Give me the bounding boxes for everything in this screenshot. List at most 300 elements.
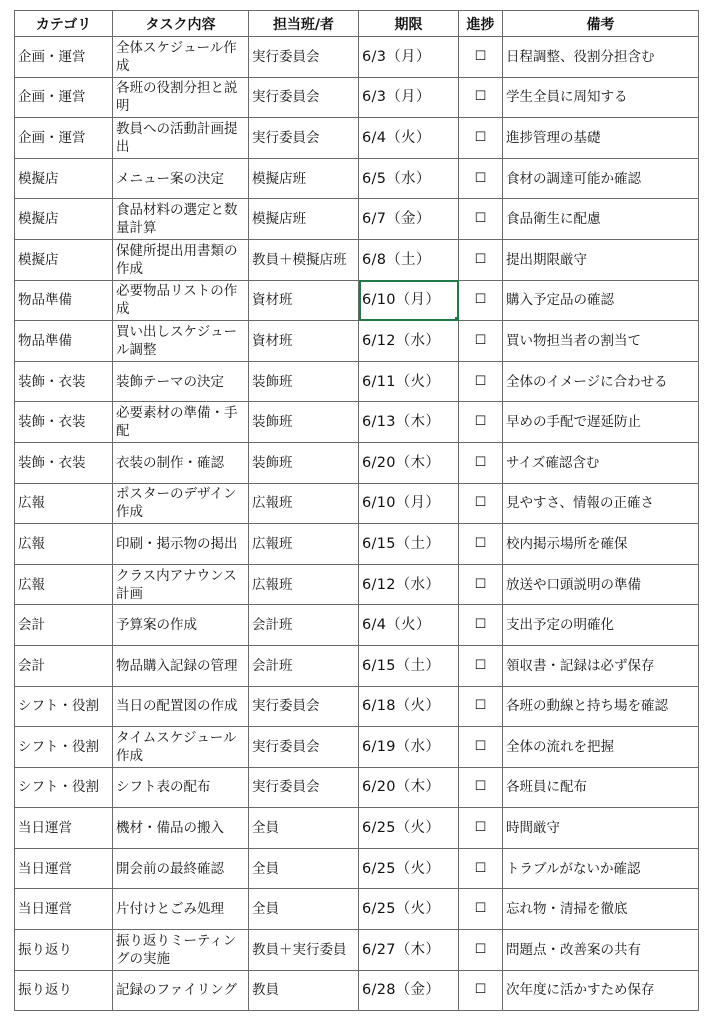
cell-notes[interactable] <box>503 767 699 808</box>
header-category[interactable]: カテゴリ <box>15 11 113 37</box>
cell-text: 6/10（月） <box>362 495 441 512</box>
cell-category[interactable] <box>15 37 113 78</box>
cell-text: 印刷・掲示物の掲出 <box>116 535 238 552</box>
cell-task[interactable] <box>113 930 249 971</box>
cell-text: 忘れ物・清掃を徹底 <box>506 901 628 918</box>
cell-progress[interactable] <box>459 889 503 930</box>
checkbox-icon[interactable]: ☐ <box>474 617 487 633</box>
cell-deadline[interactable] <box>359 727 459 768</box>
cell-text: 衣装の制作・確認 <box>116 454 224 471</box>
checkbox-icon[interactable]: ☐ <box>474 414 487 430</box>
cell-notes[interactable] <box>503 524 699 565</box>
cell-text: 装飾班 <box>252 414 293 431</box>
cell-assignee[interactable] <box>249 239 359 280</box>
cell-assignee[interactable] <box>249 808 359 849</box>
cell-task[interactable] <box>113 808 249 849</box>
cell-assignee[interactable] <box>249 524 359 565</box>
cell-text: 広報班 <box>252 576 293 593</box>
cell-category[interactable] <box>15 686 113 727</box>
table-row <box>15 118 699 159</box>
cell-text: 全員 <box>252 820 279 837</box>
cell-task[interactable] <box>113 970 249 1011</box>
cell-notes[interactable] <box>503 889 699 930</box>
cell-progress[interactable] <box>459 767 503 808</box>
table-body <box>15 37 699 1011</box>
cell-progress[interactable] <box>459 361 503 402</box>
cell-text: 模擬店班 <box>252 170 306 187</box>
cell-assignee[interactable] <box>249 442 359 483</box>
checkbox-icon[interactable]: ☐ <box>474 901 487 917</box>
cell-text: 教員＋実行委員 <box>252 941 347 958</box>
cell-text: 全員 <box>252 901 279 918</box>
cell-category[interactable] <box>15 158 113 199</box>
cell-assignee[interactable] <box>249 848 359 889</box>
cell-category[interactable] <box>15 361 113 402</box>
table-row <box>15 848 699 889</box>
cell-text: 進捗管理の基礎 <box>506 129 601 146</box>
cell-text: 実行委員会 <box>252 48 320 65</box>
checkbox-icon[interactable]: ☐ <box>474 576 487 592</box>
cell-text: 学生全員に周知する <box>506 89 628 106</box>
cell-progress[interactable] <box>459 321 503 362</box>
cell-deadline[interactable] <box>359 321 459 362</box>
cell-text: シフト・役割 <box>18 738 99 755</box>
cell-notes[interactable] <box>503 442 699 483</box>
cell-category[interactable] <box>15 930 113 971</box>
cell-deadline[interactable] <box>359 361 459 402</box>
cell-category[interactable] <box>15 848 113 889</box>
cell-text: 振り返り <box>18 941 72 958</box>
cell-task[interactable] <box>113 686 249 727</box>
cell-progress[interactable] <box>459 564 503 605</box>
cell-notes[interactable] <box>503 483 699 524</box>
cell-text: タイムスケジュール作成 <box>116 729 237 764</box>
cell-text: 装飾班 <box>252 454 293 471</box>
checkbox-icon[interactable]: ☐ <box>474 698 487 714</box>
table-row <box>15 158 699 199</box>
cell-notes[interactable] <box>503 848 699 889</box>
table-row <box>15 930 699 971</box>
cell-assignee[interactable] <box>249 686 359 727</box>
cell-text: 6/20（木） <box>362 454 441 471</box>
cell-task[interactable] <box>113 37 249 78</box>
cell-text: 広報班 <box>252 495 293 512</box>
cell-text: メニュー案の決定 <box>116 170 224 187</box>
cell-progress[interactable] <box>459 239 503 280</box>
cell-notes[interactable] <box>503 77 699 118</box>
cell-assignee[interactable] <box>249 645 359 686</box>
cell-text: 全員 <box>252 860 279 877</box>
cell-text: 日程調整、役割分担含む <box>506 48 655 65</box>
cell-text: 実行委員会 <box>252 89 320 106</box>
cell-text: 6/4（火） <box>362 617 431 634</box>
cell-notes[interactable] <box>503 970 699 1011</box>
cell-assignee[interactable] <box>249 930 359 971</box>
cell-progress[interactable] <box>459 848 503 889</box>
cell-task[interactable] <box>113 361 249 402</box>
cell-category[interactable] <box>15 199 113 240</box>
checkbox-icon[interactable]: ☐ <box>474 48 487 64</box>
cell-task[interactable] <box>113 727 249 768</box>
cell-assignee[interactable] <box>249 158 359 199</box>
table-row <box>15 645 699 686</box>
table-row <box>15 970 699 1011</box>
cell-category[interactable] <box>15 118 113 159</box>
table-row <box>15 77 699 118</box>
cell-progress[interactable] <box>459 686 503 727</box>
cell-text: 広報 <box>18 535 45 552</box>
cell-text: 装飾・衣装 <box>18 454 86 471</box>
cell-text: 6/19（水） <box>362 738 441 755</box>
cell-progress[interactable] <box>459 199 503 240</box>
cell-text: 食品材料の選定と数量計算 <box>116 202 238 237</box>
cell-text: 実行委員会 <box>252 129 320 146</box>
cell-text: 広報 <box>18 576 45 593</box>
cell-category[interactable] <box>15 645 113 686</box>
cell-text: 教員への活動計画提出 <box>116 120 238 155</box>
cell-progress[interactable] <box>459 77 503 118</box>
header-notes[interactable]: 備考 <box>503 11 699 37</box>
cell-notes[interactable] <box>503 118 699 159</box>
checkbox-icon[interactable]: ☐ <box>474 170 487 186</box>
cell-progress[interactable] <box>459 808 503 849</box>
fill-handle[interactable] <box>455 317 459 321</box>
cell-category[interactable] <box>15 483 113 524</box>
cell-text: 企画・運営 <box>18 48 86 65</box>
cell-assignee[interactable] <box>249 970 359 1011</box>
cell-task[interactable] <box>113 77 249 118</box>
cell-deadline[interactable] <box>359 158 459 199</box>
cell-deadline[interactable] <box>359 848 459 889</box>
cell-text: 時間厳守 <box>506 820 560 837</box>
cell-task[interactable] <box>113 199 249 240</box>
cell-text: 各班の動線と持ち場を確認 <box>506 698 668 715</box>
cell-text: 予算案の作成 <box>116 617 197 634</box>
cell-progress[interactable] <box>459 645 503 686</box>
header-progress[interactable]: 進捗 <box>459 11 503 37</box>
table-row <box>15 442 699 483</box>
cell-notes[interactable] <box>503 808 699 849</box>
header-row <box>15 11 699 37</box>
cell-deadline[interactable] <box>359 808 459 849</box>
cell-text: 校内掲示場所を確保 <box>506 535 628 552</box>
table-row <box>15 686 699 727</box>
cell-deadline[interactable] <box>359 442 459 483</box>
cell-text: 6/27（木） <box>362 941 441 958</box>
cell-deadline[interactable] <box>359 524 459 565</box>
task-sheet <box>14 10 698 1011</box>
cell-text: 6/7（金） <box>362 211 431 228</box>
cell-text: トラブルがないか確認 <box>506 860 641 877</box>
checkbox-icon[interactable]: ☐ <box>474 251 487 267</box>
cell-text: 模擬店 <box>18 170 59 187</box>
checkbox-icon[interactable]: ☐ <box>474 982 487 998</box>
cell-notes[interactable] <box>503 239 699 280</box>
cell-text: 模擬店班 <box>252 211 306 228</box>
cell-assignee[interactable] <box>249 77 359 118</box>
cell-progress[interactable] <box>459 158 503 199</box>
cell-text: 6/5（水） <box>362 170 431 187</box>
cell-notes[interactable] <box>503 564 699 605</box>
cell-text: 機材・備品の搬入 <box>116 820 224 837</box>
cell-text: 装飾・衣装 <box>18 414 86 431</box>
cell-deadline[interactable] <box>359 564 459 605</box>
cell-assignee[interactable] <box>249 37 359 78</box>
cell-text: 6/28（金） <box>362 982 441 999</box>
cell-category[interactable] <box>15 402 113 443</box>
cell-progress[interactable] <box>459 524 503 565</box>
cell-text: 6/11（火） <box>362 373 441 390</box>
cell-assignee[interactable] <box>249 889 359 930</box>
cell-text: 必要素材の準備・手配 <box>116 405 238 440</box>
cell-progress[interactable] <box>459 118 503 159</box>
cell-notes[interactable] <box>503 321 699 362</box>
cell-assignee[interactable] <box>249 361 359 402</box>
checkbox-icon[interactable]: ☐ <box>474 454 487 470</box>
cell-text: 開会前の最終確認 <box>116 860 224 877</box>
table-row <box>15 239 699 280</box>
cell-deadline[interactable] <box>359 37 459 78</box>
cell-progress[interactable] <box>459 402 503 443</box>
cell-category[interactable] <box>15 564 113 605</box>
cell-text: 企画・運営 <box>18 129 86 146</box>
cell-notes[interactable] <box>503 605 699 646</box>
cell-category[interactable] <box>15 605 113 646</box>
table-row <box>15 37 699 78</box>
cell-text: 教員＋模擬店班 <box>252 251 347 268</box>
cell-text: 6/8（土） <box>362 251 431 268</box>
checkbox-icon[interactable]: ☐ <box>474 820 487 836</box>
checkbox-icon[interactable]: ☐ <box>474 129 487 145</box>
cell-task[interactable] <box>113 442 249 483</box>
cell-task[interactable] <box>113 321 249 362</box>
cell-category[interactable] <box>15 524 113 565</box>
cell-assignee[interactable] <box>249 767 359 808</box>
cell-task[interactable] <box>113 564 249 605</box>
cell-text: 片付けとごみ処理 <box>116 901 224 918</box>
cell-notes[interactable] <box>503 361 699 402</box>
cell-progress[interactable] <box>459 442 503 483</box>
cell-notes[interactable] <box>503 199 699 240</box>
cell-deadline[interactable] <box>359 483 459 524</box>
cell-text: 6/3（月） <box>362 48 431 65</box>
cell-text: 全体スケジュール作成 <box>116 39 237 74</box>
cell-text: 物品準備 <box>18 292 72 309</box>
checkbox-icon[interactable]: ☐ <box>474 657 487 673</box>
cell-text: 放送や口頭説明の準備 <box>506 576 641 593</box>
cell-progress[interactable] <box>459 483 503 524</box>
cell-task[interactable] <box>113 483 249 524</box>
cell-category[interactable] <box>15 727 113 768</box>
cell-task[interactable] <box>113 645 249 686</box>
cell-assignee[interactable] <box>249 321 359 362</box>
cell-progress[interactable] <box>459 37 503 78</box>
cell-text: 資材班 <box>252 332 293 349</box>
cell-category[interactable] <box>15 442 113 483</box>
table-row <box>15 483 699 524</box>
cell-text: 当日運営 <box>18 860 72 877</box>
cell-text: 模擬店 <box>18 211 59 228</box>
cell-assignee[interactable] <box>249 280 359 321</box>
checkbox-icon[interactable]: ☐ <box>474 941 487 957</box>
cell-text: 6/12（水） <box>362 576 441 593</box>
cell-deadline[interactable] <box>359 239 459 280</box>
cell-task[interactable] <box>113 118 249 159</box>
cell-deadline[interactable] <box>359 199 459 240</box>
header-deadline[interactable]: 期限 <box>359 11 459 37</box>
table-row <box>15 280 699 321</box>
cell-task[interactable] <box>113 605 249 646</box>
cell-task[interactable] <box>113 239 249 280</box>
cell-text: 6/18（火） <box>362 698 441 715</box>
cell-deadline[interactable] <box>359 930 459 971</box>
cell-text: 各班員に配布 <box>506 779 587 796</box>
cell-text: 会計班 <box>252 657 293 674</box>
cell-notes[interactable] <box>503 280 699 321</box>
table-row <box>15 889 699 930</box>
cell-text: 早めの手配で遅延防止 <box>506 414 641 431</box>
cell-notes[interactable] <box>503 37 699 78</box>
cell-task[interactable] <box>113 848 249 889</box>
cell-text: 会計班 <box>252 617 293 634</box>
cell-text: 6/15（土） <box>362 657 441 674</box>
cell-category[interactable] <box>15 970 113 1011</box>
cell-deadline[interactable] <box>359 645 459 686</box>
cell-text: 各班の役割分担と説明 <box>116 80 238 115</box>
cell-text: シフト・役割 <box>18 779 99 796</box>
cell-text: 教員 <box>252 982 279 999</box>
cell-text: 提出期限厳守 <box>506 251 587 268</box>
cell-task[interactable] <box>113 524 249 565</box>
cell-text: 会計 <box>18 617 45 634</box>
cell-notes[interactable] <box>503 727 699 768</box>
cell-deadline[interactable] <box>359 686 459 727</box>
cell-notes[interactable] <box>503 686 699 727</box>
cell-text: 6/3（月） <box>362 89 431 106</box>
cell-progress[interactable] <box>459 727 503 768</box>
cell-assignee[interactable] <box>249 605 359 646</box>
table-row <box>15 524 699 565</box>
cell-category[interactable] <box>15 239 113 280</box>
cell-text: 6/20（木） <box>362 779 441 796</box>
cell-task[interactable] <box>113 402 249 443</box>
cell-category[interactable] <box>15 767 113 808</box>
cell-text: 当日運営 <box>18 901 72 918</box>
cell-text: 領収書・記録は必ず保存 <box>506 657 655 674</box>
cell-text: 当日運営 <box>18 820 72 837</box>
checkbox-icon[interactable]: ☐ <box>474 738 487 754</box>
cell-text: 買い出しスケジュール調整 <box>116 323 237 358</box>
table-row <box>15 321 699 362</box>
checkbox-icon[interactable]: ☐ <box>474 779 487 795</box>
cell-task[interactable] <box>113 767 249 808</box>
table-row <box>15 564 699 605</box>
table-row <box>15 767 699 808</box>
cell-deadline[interactable] <box>359 970 459 1011</box>
cell-progress[interactable] <box>459 970 503 1011</box>
checkbox-icon[interactable]: ☐ <box>474 332 487 348</box>
cell-text: 6/25（火） <box>362 901 441 918</box>
checkbox-icon[interactable]: ☐ <box>474 89 487 105</box>
cell-text: 装飾・衣装 <box>18 373 86 390</box>
cell-deadline[interactable] <box>359 605 459 646</box>
cell-text: 資材班 <box>252 292 293 309</box>
cell-text: 振り返りミーティングの実施 <box>116 932 237 967</box>
header-task[interactable]: タスク内容 <box>113 11 249 37</box>
cell-category[interactable] <box>15 321 113 362</box>
checkbox-icon[interactable]: ☐ <box>474 292 487 308</box>
cell-text: 実行委員会 <box>252 698 320 715</box>
checkbox-icon[interactable]: ☐ <box>474 211 487 227</box>
cell-text: 購入予定品の確認 <box>506 292 614 309</box>
cell-category[interactable] <box>15 889 113 930</box>
cell-text: サイズ確認含む <box>506 454 600 471</box>
table-row <box>15 727 699 768</box>
cell-deadline[interactable] <box>359 77 459 118</box>
cell-assignee[interactable] <box>249 483 359 524</box>
cell-category[interactable] <box>15 280 113 321</box>
cell-text: 買い物担当者の割当て <box>506 332 641 349</box>
cell-text: 6/25（火） <box>362 860 441 877</box>
cell-progress[interactable] <box>459 930 503 971</box>
cell-deadline[interactable] <box>359 280 459 321</box>
cell-assignee[interactable] <box>249 199 359 240</box>
cell-assignee[interactable] <box>249 727 359 768</box>
cell-deadline[interactable] <box>359 402 459 443</box>
checkbox-icon[interactable]: ☐ <box>474 535 487 551</box>
cell-notes[interactable] <box>503 158 699 199</box>
cell-notes[interactable] <box>503 930 699 971</box>
cell-text: 物品購入記録の管理 <box>116 657 238 674</box>
cell-text: 6/15（土） <box>362 535 441 552</box>
cell-progress[interactable] <box>459 280 503 321</box>
table-row <box>15 605 699 646</box>
cell-text: 6/10（月） <box>362 292 441 309</box>
cell-text: 見やすさ、情報の正確さ <box>506 495 654 512</box>
cell-category[interactable] <box>15 77 113 118</box>
cell-text: 実行委員会 <box>252 738 320 755</box>
checkbox-icon[interactable]: ☐ <box>474 495 487 511</box>
cell-notes[interactable] <box>503 402 699 443</box>
cell-deadline[interactable] <box>359 118 459 159</box>
cell-assignee[interactable] <box>249 564 359 605</box>
cell-text: ポスターのデザイン作成 <box>116 486 237 521</box>
cell-text: シフト・役割 <box>18 698 99 715</box>
cell-category[interactable] <box>15 808 113 849</box>
cell-task[interactable] <box>113 158 249 199</box>
cell-deadline[interactable] <box>359 767 459 808</box>
cell-assignee[interactable] <box>249 402 359 443</box>
cell-text: 全体のイメージに合わせる <box>506 373 668 390</box>
cell-progress[interactable] <box>459 605 503 646</box>
header-assignee[interactable]: 担当班/者 <box>249 11 359 37</box>
cell-text: 支出予定の明確化 <box>506 617 614 634</box>
cell-text: 装飾班 <box>252 373 293 390</box>
cell-text: 保健所提出用書類の作成 <box>116 242 238 277</box>
cell-assignee[interactable] <box>249 118 359 159</box>
cell-deadline[interactable] <box>359 889 459 930</box>
cell-text: 全体の流れを把握 <box>506 738 614 755</box>
cell-text: 企画・運営 <box>18 89 86 106</box>
cell-text: 6/12（水） <box>362 332 441 349</box>
cell-task[interactable] <box>113 280 249 321</box>
cell-text: 振り返り <box>18 982 72 999</box>
cell-task[interactable] <box>113 889 249 930</box>
cell-text: 6/25（火） <box>362 820 441 837</box>
cell-notes[interactable] <box>503 645 699 686</box>
checkbox-icon[interactable]: ☐ <box>474 860 487 876</box>
checkbox-icon[interactable]: ☐ <box>474 373 487 389</box>
